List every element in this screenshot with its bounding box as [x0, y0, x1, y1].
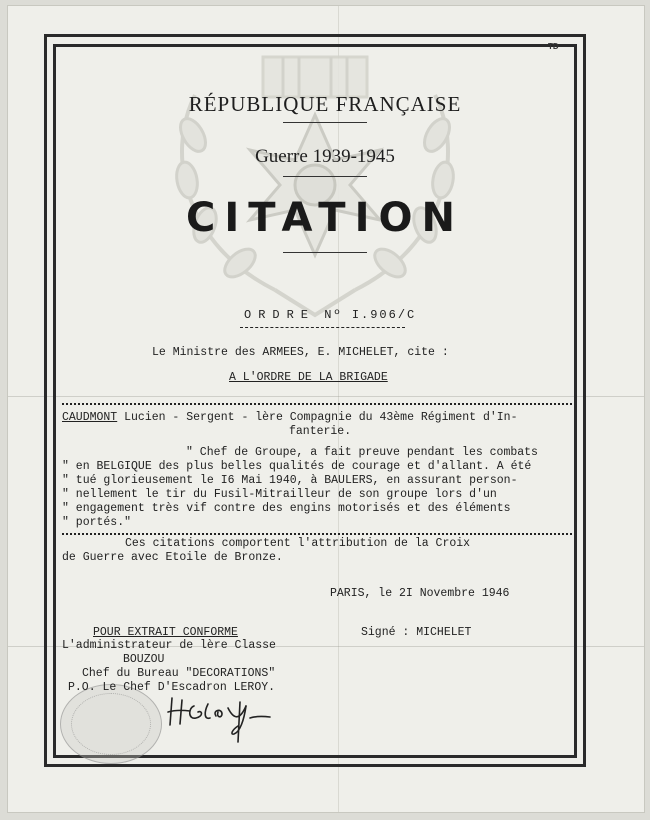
- order-underline: [240, 327, 405, 328]
- citation-title: CITATION: [186, 195, 464, 241]
- citation-text-line: " tué glorieusement le I6 Mai 1940, à BAULERS, en assurant person-: [62, 474, 518, 487]
- citation-text-line: " en BELGIQUE des plus belles qualités de courage et d'allant. A été: [62, 460, 532, 473]
- extract-line: Chef du Bureau "DECORATIONS": [82, 667, 276, 680]
- citee-details: Lucien - Sergent - lère Compagnie du 43ème Régiment d'In-: [124, 411, 518, 424]
- citation-text-line: " engagement très vif contre des engins motorisés et des éléments: [62, 502, 511, 515]
- order-label: ORDRE: [244, 308, 316, 322]
- citation-text-line: " Chef de Groupe, a fait preuve pendant les combats: [186, 446, 538, 459]
- heading-rule: [283, 122, 367, 123]
- citee-name: CAUDMONT: [62, 411, 118, 424]
- republic-heading: RÉPUBLIQUE FRANÇAISE: [188, 92, 462, 116]
- signed-line: Signé : MICHELET: [361, 626, 472, 639]
- extract-line: P.O. Le Chef D'Escadron LEROY.: [68, 681, 276, 694]
- corner-mark: TD: [548, 42, 559, 51]
- attribution-line: de Guerre avec Etoile de Bronze.: [62, 551, 283, 564]
- citee-line-1: [62, 411, 518, 424]
- official-stamp: [60, 684, 162, 764]
- place-date: PARIS, le 2I Novembre 1946: [330, 587, 510, 600]
- extract-heading: POUR EXTRAIT CONFORME: [93, 626, 238, 639]
- extract-line: BOUZOU: [123, 653, 165, 666]
- citation-text-line: " portés.": [62, 516, 132, 529]
- citee-line-2: fanterie.: [289, 425, 352, 438]
- order-number: [244, 308, 416, 322]
- war-heading: Guerre 1939-1945: [255, 146, 395, 167]
- attribution-line: Ces citations comportent l'attribution de la Croix: [125, 537, 471, 550]
- order-value: Nº I.906/C: [324, 308, 417, 322]
- dotted-separator: [62, 533, 572, 535]
- citation-text-line: " nellement le tir du Fusil-Mitrailleur de son groupe lors d'un: [62, 488, 497, 501]
- minister-line: Le Ministre des ARMEES, E. MICHELET, cite :: [152, 346, 449, 359]
- order-level: A L'ORDRE DE LA BRIGADE: [229, 371, 388, 384]
- extract-line: L'administrateur de lère Classe: [62, 639, 276, 652]
- heading-rule: [283, 252, 367, 253]
- handwritten-signature: [160, 690, 300, 750]
- heading-rule: [283, 176, 367, 177]
- dotted-separator: [62, 403, 572, 405]
